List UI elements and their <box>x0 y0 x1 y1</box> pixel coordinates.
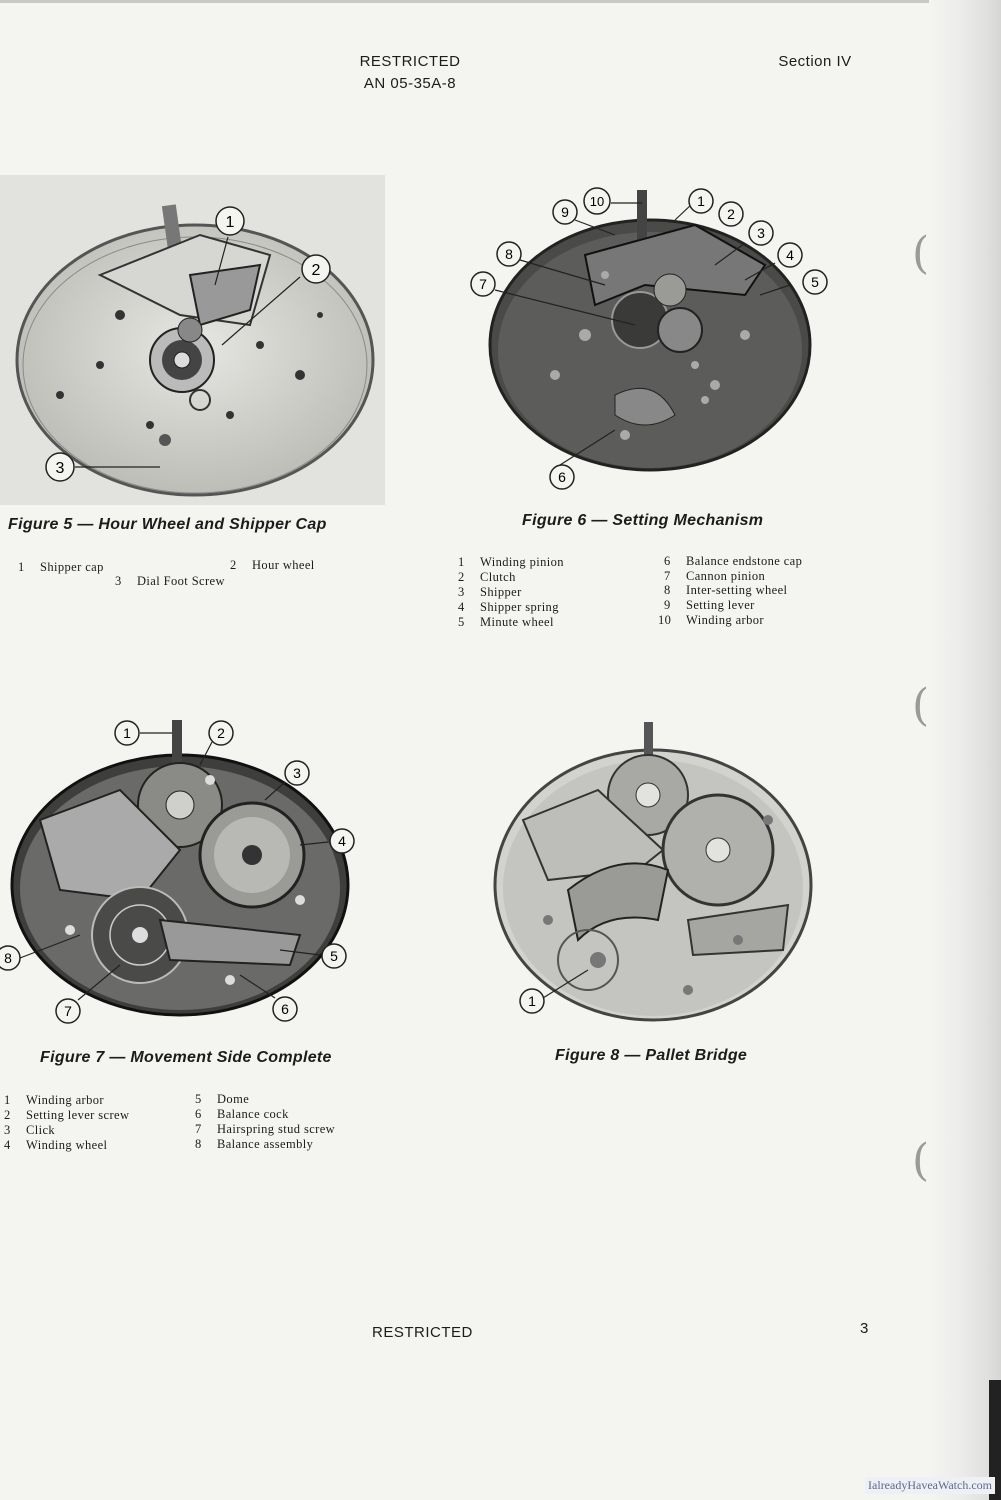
callout-5 <box>322 944 346 968</box>
legend-item: 8 Inter-setting wheel <box>664 583 788 597</box>
header-section: Section IV <box>778 53 852 70</box>
legend-item: 1 Winding pinion <box>458 555 564 569</box>
callout-label: 5 <box>330 948 338 964</box>
callout-label: 6 <box>281 1001 289 1017</box>
callout-2 <box>209 721 233 745</box>
header-doc-number: AN 05-35A-8 <box>363 75 457 92</box>
callout-9 <box>553 200 577 224</box>
callout-label: 6 <box>558 469 566 485</box>
legend-item: 3 Shipper <box>458 585 522 599</box>
binder-hole: ( <box>912 1135 930 1186</box>
callout-label: 2 <box>217 725 225 741</box>
figure-5-image <box>0 165 390 510</box>
callout-label: 10 <box>589 194 605 209</box>
figure-6-image <box>465 185 835 495</box>
legend-item: 3 Click <box>4 1123 56 1137</box>
callout-2 <box>302 255 330 283</box>
callout-5 <box>803 270 827 294</box>
callout-label: 7 <box>479 276 487 292</box>
callout-3 <box>749 221 773 245</box>
callout-2 <box>719 202 743 226</box>
legend-item: 5 Minute wheel <box>458 615 554 629</box>
legend-item: 3 Dial Foot Screw <box>115 574 225 588</box>
callout-label: 7 <box>64 1003 72 1019</box>
callout-label: 1 <box>528 993 536 1009</box>
callout-label: 5 <box>811 274 819 290</box>
callout-label: 1 <box>697 193 705 209</box>
legend-item: 4 Winding wheel <box>4 1138 108 1152</box>
top-rule <box>0 0 1001 3</box>
callout-label: 2 <box>727 206 735 222</box>
figure-7-image <box>0 720 360 1030</box>
figure-8-caption: Figure 8 — Pallet Bridge <box>555 1047 748 1064</box>
figure-6-caption: Figure 6 — Setting Mechanism <box>522 512 764 529</box>
callout-label: 3 <box>55 460 65 477</box>
figure-8-image <box>488 720 818 1030</box>
callout-label: 4 <box>338 833 346 849</box>
binder-hole: ( <box>912 228 930 279</box>
legend-item: 7 Cannon pinion <box>664 569 766 583</box>
legend-item: 8 Balance assembly <box>195 1137 314 1151</box>
callout-label: 3 <box>757 225 765 241</box>
callout-8 <box>497 242 521 266</box>
callout-label: 9 <box>561 204 569 220</box>
callout-1 <box>115 721 139 745</box>
callout-8 <box>0 946 20 970</box>
callout-3 <box>46 453 74 481</box>
legend-item: 4 Shipper spring <box>458 600 559 614</box>
callout-7 <box>471 272 495 296</box>
callout-4 <box>778 243 802 267</box>
callout-6 <box>273 997 297 1021</box>
callout-7 <box>56 999 80 1023</box>
legend-item: 6 Balance endstone cap <box>664 554 803 568</box>
callout-label: 2 <box>311 262 321 279</box>
page-edge-shadow <box>929 0 1001 1500</box>
legend-item: 9 Setting lever <box>664 598 755 612</box>
header-restricted: RESTRICTED <box>359 53 461 70</box>
callout-label: 3 <box>293 765 301 781</box>
callout-1 <box>216 207 244 235</box>
callout-4 <box>330 829 354 853</box>
legend-item: 2 Setting lever screw <box>4 1108 130 1122</box>
page-number: 3 <box>860 1320 869 1337</box>
legend-item: 2 Hour wheel <box>230 558 315 572</box>
legend-item: 10 Winding arbor <box>658 613 764 627</box>
callout-label: 1 <box>225 214 235 231</box>
legend-item: 1 Shipper cap <box>18 560 104 574</box>
callout-3 <box>285 761 309 785</box>
callout-label: 8 <box>505 246 513 262</box>
callout-label: 8 <box>4 950 12 966</box>
figure-5-caption: Figure 5 — Hour Wheel and Shipper Cap <box>8 516 327 533</box>
binder-hole: ( <box>912 680 930 731</box>
callout-1 <box>520 989 544 1013</box>
callout-label: 1 <box>123 725 131 741</box>
legend-item: 6 Balance cock <box>195 1107 289 1121</box>
callout-10 <box>584 188 610 214</box>
legend-item: 1 Winding arbor <box>4 1093 104 1107</box>
watermark: IalreadyHaveaWatch.com <box>865 1477 995 1494</box>
legend-item: 5 Dome <box>195 1092 250 1106</box>
callout-label: 4 <box>786 247 794 263</box>
callout-6 <box>550 465 574 489</box>
footer-restricted: RESTRICTED <box>372 1324 473 1341</box>
callout-1 <box>689 189 713 213</box>
legend-item: 7 Hairspring stud screw <box>195 1122 336 1136</box>
legend-item: 2 Clutch <box>458 570 516 584</box>
figure-7-caption: Figure 7 — Movement Side Complete <box>40 1049 332 1066</box>
